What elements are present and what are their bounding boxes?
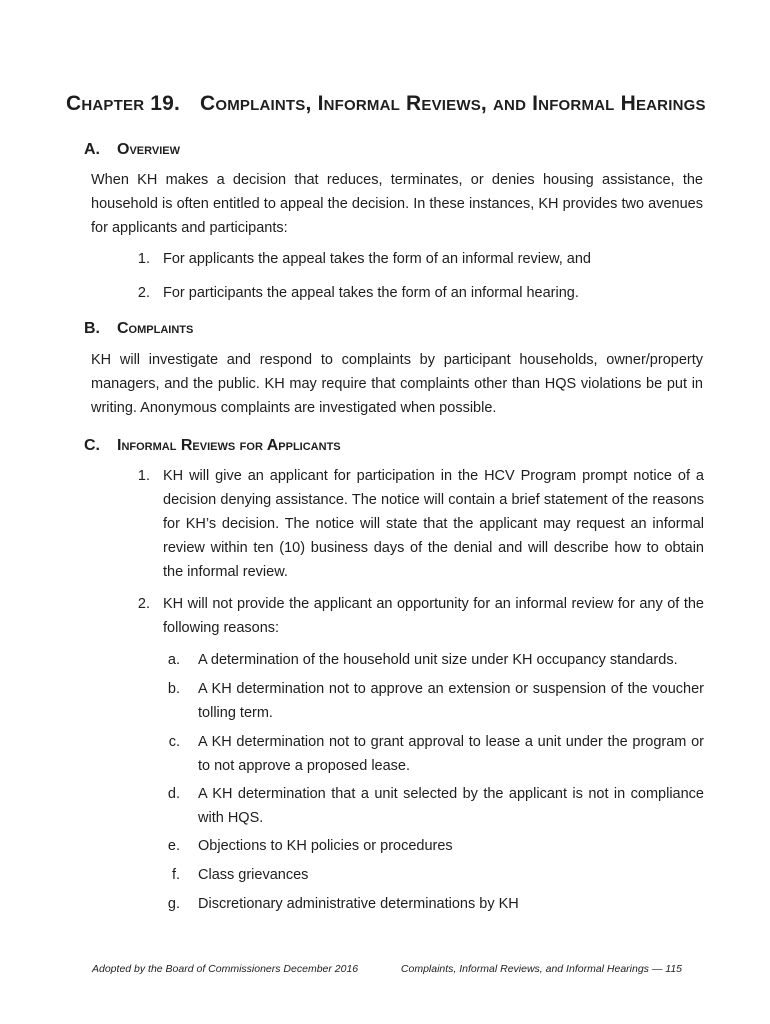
list-item-text: Discretionary administrative determinations by KH	[198, 896, 519, 912]
section-c-heading	[84, 437, 341, 455]
section-c-item-1	[120, 464, 704, 584]
section-c-subitem-d	[160, 782, 704, 830]
list-item-text: KH will give an applicant for participation in the HCV Program prompt notice of a decision denying assistance. The notice will contain a brief statement of the reasons for KH’s decision. The notice will state that the applicant may request an informal review within ten (10) business days of the denial and will describe how to obtain the informal review.	[163, 468, 704, 580]
footer-page-label: Complaints, Informal Reviews, and Informal Hearings — 115	[400, 963, 682, 975]
list-item-text: A KH determination that a unit selected by the applicant is not in compliance with HQS.	[198, 786, 704, 826]
footer-adoption-note: Adopted by the Board of Commissioners December 2016	[92, 963, 359, 975]
list-item-text: For participants the appeal takes the form of an informal hearing.	[163, 285, 579, 301]
section-a-item-2	[120, 281, 704, 305]
chapter-number: Chapter 19.	[66, 92, 181, 115]
list-marker: f.	[171, 867, 180, 883]
section-b-heading	[84, 320, 193, 338]
section-a-heading	[84, 141, 180, 159]
list-item-text: Objections to KH policies or procedures	[198, 838, 453, 854]
section-b-paragraph: KH will investigate and respond to complaints by participant households, owner/property managers, and the public. KH may require that complaints other than HQS violations be put in writing. Anonymous complaints are investigated when possible.	[91, 352, 703, 416]
list-item-text: A determination of the household unit size under KH occupancy standards.	[198, 652, 678, 668]
section-b-title: Complaints	[117, 320, 194, 337]
list-marker: 2.	[137, 596, 150, 612]
list-item-text: For applicants the appeal takes the form of an informal review, and	[163, 251, 591, 267]
list-item-text: A KH determination not to grant approval to lease a unit under the program or to not approve a proposed lease.	[198, 734, 704, 774]
list-marker: 1.	[137, 468, 150, 484]
list-item-text: Class grievances	[198, 867, 309, 883]
list-marker: a.	[167, 652, 180, 668]
section-c-subitem-g	[160, 892, 704, 916]
list-item-text: KH will not provide the applicant an opportunity for an informal review for any of the following reasons:	[163, 596, 704, 636]
list-marker: e.	[167, 838, 180, 854]
section-c-subitem-a	[160, 648, 704, 672]
list-marker: b.	[167, 681, 180, 697]
section-c-subitem-f	[160, 863, 704, 887]
section-a-paragraph: When KH makes a decision that reduces, terminates, or denies housing assistance, the household is often entitled to appeal the decision. In these instances, KH provides two avenues for applicants and participants:	[91, 172, 703, 236]
section-c-subitem-e	[160, 834, 704, 858]
section-a-title: Overview	[117, 141, 180, 158]
section-a-letter: A.	[84, 141, 100, 158]
list-marker: 2.	[137, 285, 150, 301]
list-marker: 1.	[137, 251, 150, 267]
section-b-letter: B.	[84, 320, 100, 337]
list-marker: g.	[167, 896, 180, 912]
section-c-subitem-c	[160, 730, 704, 778]
list-marker: d.	[167, 786, 180, 802]
section-c-letter: C.	[84, 437, 100, 454]
section-c-subitem-b	[160, 677, 704, 725]
chapter-title	[66, 92, 746, 116]
section-c-item-2	[120, 592, 704, 640]
chapter-name: Complaints, Informal Reviews, and Informal Hearings	[200, 92, 706, 115]
section-a-item-1	[120, 247, 704, 271]
list-marker: c.	[168, 734, 180, 750]
section-c-title: Informal Reviews for Applicants	[117, 437, 341, 454]
list-item-text: A KH determination not to approve an extension or suspension of the voucher tolling term.	[198, 681, 704, 721]
